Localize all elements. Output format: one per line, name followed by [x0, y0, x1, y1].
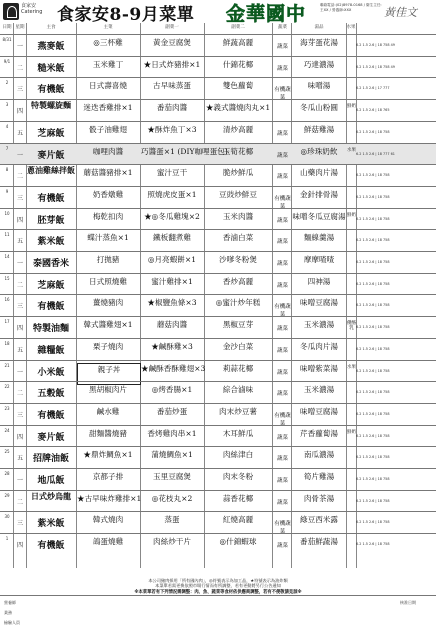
menu-row [0, 490, 436, 511]
row-weekday: 一 [16, 477, 23, 484]
row-date: 16 [4, 297, 10, 303]
row-date: 7 [5, 145, 9, 151]
row-soup: 玉米濃湯 [303, 320, 335, 330]
row-weekday: 二 [16, 281, 23, 289]
row-nutrition: 6.2 1.5 2.6 | 18 758 [356, 455, 390, 460]
col-veg: 蔬菜 [278, 25, 287, 30]
row-weekday: 三 [16, 303, 23, 311]
menu-row [0, 316, 436, 337]
row-date: 8/31 [2, 37, 12, 42]
row-dish3: 什錦花椰 [222, 59, 254, 69]
row-main-dish: 特製油麵 [32, 324, 69, 335]
menu-row [0, 338, 436, 359]
signature: 黃佳文 [384, 6, 417, 19]
menu-row [0, 143, 436, 164]
menu-row [0, 77, 436, 102]
row-nutrition: 6.2 1.5 2.6 | 18 777 61 [356, 151, 395, 156]
row-date: 14 [4, 254, 10, 259]
column-header-row [0, 23, 436, 34]
row-dish3: ★義式醬燒肉丸×1 [205, 103, 271, 113]
row-weekday: 三 [16, 86, 23, 94]
row-dish1: 栗子燒肉 [92, 341, 124, 351]
row-vegetable: 有機蔬菜 [274, 87, 291, 102]
row-vegetable: 蔬菜 [276, 130, 288, 137]
row-nutrition: 6.2 1.5 2.6 | 18 758 [356, 281, 390, 286]
row-dish3: 蒜香花椰 [222, 493, 254, 503]
signoff-label: 業務 [4, 610, 12, 615]
row-fruit: 鮮奶 [347, 212, 356, 218]
row-weekday: 五 [16, 238, 23, 246]
row-main-dish: 燕麥飯 [37, 42, 65, 52]
menu-row [0, 403, 436, 427]
row-soup: 摩摩喳喳 [303, 255, 335, 264]
menu-row [0, 468, 436, 489]
row-main-dish: 芝麻飯 [37, 280, 65, 291]
row-dish3: 肉末冬粉 [222, 472, 254, 481]
row-vegetable: 蔬菜 [276, 391, 288, 398]
row-dish1: 蘑菇醬豬排×1 [83, 168, 133, 178]
row-weekday: 四 [16, 216, 23, 224]
row-main-dish: 地瓜飯 [37, 476, 65, 486]
row-soup: 山藥肉片湯 [300, 168, 338, 178]
row-dish2: 番茄肉醬 [156, 103, 188, 113]
row-soup: 玉米濃湯 [303, 385, 335, 395]
row-dish3: 紅燒高麗 [222, 515, 254, 525]
row-dish1: ◎三杯雞 [93, 38, 123, 47]
row-soup: 冬瓜山粉圓 [300, 103, 338, 113]
row-soup: 四神湯 [307, 276, 331, 286]
footnote: ※本菜單若有下列情況需調整：肉、魚、蔬菜等食材依供應商調整，若有不便敬請見諒※ [134, 590, 302, 595]
row-main-dish: 有機飯 [37, 193, 65, 204]
row-soup: 味噌紫菜湯 [300, 363, 338, 373]
col-soup: 湯品 [314, 25, 324, 30]
row-main-dish: 麥片飯 [37, 432, 65, 443]
row-nutrition: 6.2 1.5 2.6 | 18 758 [356, 368, 390, 373]
row-soup: 味噌豆腐湯 [300, 406, 338, 416]
row-vegetable: 蔬菜 [276, 456, 288, 463]
col-main: 主食 [46, 25, 56, 30]
menu-row [0, 186, 436, 210]
row-dish1: 親子丼 [77, 363, 141, 385]
row-main-dish: 蔥油雞絲拌飯 [27, 165, 75, 176]
row-soup: 鮮菇雞湯 [303, 124, 335, 134]
row-nutrition: 6.2 1.5 2.6 | 18 758 [356, 520, 390, 525]
row-main-dish: 五穀飯 [37, 389, 65, 400]
row-soup: 肉骨茶湯 [303, 493, 335, 503]
row-date: 9 [5, 188, 9, 194]
footer-line: 本公司豬肉採用「所有國內肉」，◎符號表示為加工品，★符號表示為油炸類 [148, 578, 288, 583]
row-vegetable: 蔬菜 [276, 543, 288, 550]
row-dish1: 日式壽喜燒 [89, 81, 127, 91]
row-dish2: 蜜汁雞排×1 [151, 276, 193, 286]
row-nutrition: 6.2 1.5 2.6 | 18 765 [356, 108, 390, 113]
row-dish1: 黑胡椒肉片 [89, 385, 127, 395]
row-vegetable: 蔬菜 [276, 478, 288, 484]
row-date: 29 [4, 492, 10, 498]
row-dish1: 韓式醬雞翅×1 [83, 320, 133, 330]
row-soup: 番茄鮮蔬湯 [300, 537, 338, 547]
row-dish2: ★鹹酥雞×3 [151, 341, 193, 351]
row-date: 3 [5, 102, 9, 108]
row-dish1: ★古早味炸雞排×1 [77, 493, 142, 503]
row-dish2: 照燒虎皮蛋×1 [147, 189, 197, 199]
row-date: 15 [4, 275, 10, 281]
row-weekday: 一 [16, 260, 23, 267]
row-main-dish: 有機飯 [37, 302, 65, 313]
menu-row [0, 56, 436, 77]
col-dish3: 副菜二 [231, 25, 245, 30]
row-date: 4 [5, 123, 9, 129]
row-main-dish: 糙米飯 [37, 63, 65, 74]
row-fruit: 鮮奶 [347, 429, 356, 435]
row-fruit: 水果 [347, 147, 356, 153]
row-vegetable: 蔬菜 [276, 499, 288, 506]
row-dish2: 香烤雞肉串×1 [147, 428, 197, 438]
row-nutrition: 6.2 1.5 2.6 | 18 758 [356, 325, 390, 330]
row-dish3: 清炒高麗 [222, 124, 254, 134]
row-dish3: 脆炒鮮瓜 [222, 168, 254, 178]
row-soup: 味噌冬瓜豆腐湯 [292, 211, 346, 221]
row-dish2: ★酥炸魚丁×3 [147, 124, 197, 134]
row-fruit: 水果 [347, 364, 356, 370]
row-nutrition: 6.2 1.5 2.6 | 18 758 [356, 390, 390, 395]
row-vegetable: 蔬菜 [276, 152, 288, 159]
row-fruit: 優酪乳 [347, 321, 356, 332]
menu-row [0, 533, 436, 554]
menu-row [0, 381, 436, 402]
row-dish2: ◎花枝丸×2 [151, 493, 193, 503]
row-nutrition: 6.2 1.5 2.6 | 18 758 [356, 216, 390, 221]
row-weekday: 四 [16, 542, 23, 550]
row-dish1: 韓式燒肉 [92, 515, 124, 525]
col-dish2: 副菜一 [165, 25, 179, 30]
row-vegetable: 蔬菜 [276, 239, 288, 246]
row-dish3: 雙色蘿蔔 [222, 81, 254, 91]
row-weekday: 一 [16, 43, 23, 50]
row-weekday: 二 [16, 173, 23, 181]
row-vegetable: 蔬菜 [276, 44, 288, 50]
row-nutrition: 6.2 1.5 2.6 | 18 758 [356, 346, 390, 351]
row-vegetable: 有機蔬菜 [274, 195, 291, 210]
footer-notes [0, 578, 436, 588]
row-dish3: 鮮蔬高麗 [222, 38, 254, 47]
row-vegetable: 有機蔬菜 [274, 304, 291, 319]
row-main-dish: 有機飯 [37, 541, 65, 552]
row-weekday: 二 [16, 498, 23, 506]
school-name: 金華國中 [226, 3, 307, 25]
row-soup: 巧達濃湯 [303, 59, 335, 69]
row-weekday: 四 [16, 433, 23, 441]
menu-row [0, 360, 436, 381]
row-dish3: ◎蜜汁炒年糕 [215, 298, 261, 308]
menu-row [0, 425, 436, 446]
row-dish1: 打拋豬 [96, 255, 120, 264]
row-dish1: 鹹水雞 [96, 406, 120, 416]
row-dish2: 番茄炒蛋 [156, 406, 188, 416]
row-dish2: 古早味蒸蛋 [153, 81, 191, 91]
row-main-dish: 泰國香米 [32, 259, 69, 269]
row-dish3: 香炒高麗 [222, 276, 254, 286]
row-soup: 南瓜濃湯 [303, 450, 335, 460]
row-main-dish: 芝麻飯 [37, 128, 65, 139]
row-dish2: ★椒鹽魚條×3 [147, 298, 197, 308]
row-vegetable: 蔬菜 [276, 174, 288, 181]
row-nutrition: 6.2 1.5 2.6 | 18 758 [356, 173, 390, 178]
row-vegetable: 蔬菜 [276, 347, 288, 354]
row-vegetable: 蔬菜 [276, 217, 288, 224]
col-date: 日期 [2, 25, 12, 30]
row-date: 9/1 [3, 58, 11, 64]
row-nutrition: 6.2 1.5 2.6 | 18 758 49 [356, 64, 395, 69]
row-dish1: 梅乾扣肉 [92, 211, 124, 221]
menu-title: 食家安8-9月菜單 [57, 5, 195, 25]
row-date: 10 [4, 210, 10, 216]
row-dish2: ◎月亮蝦餅×1 [147, 255, 197, 264]
menu-row [0, 294, 436, 319]
row-dish1: 京都子排 [92, 472, 124, 481]
row-nutrition: 6.2 1.5 2.6 | 18 758 [356, 129, 390, 134]
row-date: 21 [4, 362, 10, 368]
row-soup: 海芽蛋花湯 [300, 38, 338, 47]
row-soup: 味噌湯 [307, 81, 331, 91]
row-nutrition: 6.2 1.5 2.6 | 18 758 [356, 477, 390, 481]
row-soup: 筍片雞湯 [303, 472, 335, 481]
row-dish1: 迷迭香雞排×1 [83, 103, 133, 113]
row-main-dish: 有機飯 [37, 410, 65, 421]
row-dish3: 玉米肉醬 [222, 211, 254, 221]
row-soup: 味噌豆腐湯 [300, 298, 338, 308]
row-weekday: 四 [16, 108, 23, 116]
row-nutrition: 6.2 1.5 2.6 | 18 758 [356, 411, 390, 416]
col-fruit: 水果 [346, 25, 356, 30]
row-dish2: 鐵板翻煮雞 [153, 233, 191, 243]
row-dish1: 鴿蛋燒雞 [92, 537, 124, 547]
row-main-dish: 日式炒烏龍 [31, 490, 71, 501]
row-dish1: 甜麵醬燒豬 [89, 428, 127, 438]
row-nutrition: 6.2 1.5 2.6 | 18 758 [356, 303, 390, 308]
row-dish2: ★鹹酥香酥雞翅×3 [141, 363, 206, 373]
row-nutrition: 6.2 1.5 2.6 | 18 758 [356, 498, 390, 503]
row-date: 18 [4, 340, 10, 346]
col-dish1: 主菜 [103, 25, 113, 30]
row-nutrition: 6.2 1.5 2.6 | 18 758 [356, 542, 390, 547]
row-main-dish: 紫米飯 [37, 237, 65, 248]
row-dish1: ★鼎炸鯛魚×1 [83, 450, 133, 460]
row-date: 28 [4, 471, 10, 476]
menu-row [0, 251, 436, 272]
row-vegetable: 蔬菜 [276, 261, 288, 267]
row-dish3: 豆豉炒鮮豆 [219, 189, 257, 199]
row-dish3: 肉末炒豆薯 [219, 406, 257, 416]
menu-row [0, 446, 436, 467]
row-nutrition: 6.2 1.5 2.6 | 18 758 [356, 260, 390, 264]
row-dish3: 金沙白菜 [222, 341, 254, 351]
signoff-date-label: 核准日期 [400, 600, 416, 605]
row-vegetable: 蔬菜 [276, 65, 288, 72]
row-dish2: 肉絲炒干片 [153, 537, 191, 547]
row-main-dish: 招牌油飯 [32, 454, 69, 465]
row-weekday: 三 [16, 194, 23, 202]
row-dish3: 木耳鮮瓜 [222, 428, 254, 438]
row-date: 22 [4, 384, 10, 390]
row-main-dish: 紫米飯 [37, 519, 65, 530]
menu-row [0, 164, 436, 185]
row-main-dish: 雜糧飯 [37, 345, 65, 356]
contact-info: 聯絡電話:(02)8978-0168 / 衛生主任:王XX / 營養師:XXX [320, 3, 382, 12]
menu-row [0, 273, 436, 294]
row-dish1: 咖哩肉醬 [92, 146, 124, 156]
row-vegetable: 有機蔬菜 [274, 412, 291, 427]
row-vegetable: 蔬菜 [276, 434, 288, 441]
row-main-dish: 胚芽飯 [37, 215, 65, 226]
row-weekday: 二 [16, 390, 23, 398]
row-nutrition: 6.2 1.5 2.6 | 18 758 [356, 433, 390, 438]
row-dish2: 巧醬蛋×1 (DIY咖哩蛋包) [141, 146, 228, 156]
row-dish2: ★日式炸豬排×1 [143, 59, 201, 69]
row-vegetable: 蔬菜 [276, 369, 288, 376]
menu-row [0, 34, 436, 55]
row-soup: 冬瓜肉片湯 [300, 341, 338, 351]
row-date: 23 [4, 405, 10, 411]
row-dish2: 蒸蛋 [164, 515, 180, 525]
row-main-dish: 有機飯 [37, 85, 65, 96]
row-date: 30 [4, 514, 10, 520]
row-dish3: 綜合滷味 [222, 385, 254, 395]
row-dish1: 奶香燉雞 [92, 189, 124, 199]
row-weekday: 五 [16, 129, 23, 137]
row-weekday: 四 [16, 325, 23, 333]
brand-name: 食家安 Catering [21, 3, 43, 15]
row-soup: 金針排骨湯 [300, 189, 338, 199]
menu-row [0, 121, 436, 142]
row-dish3: ◎什錦蝦球 [219, 537, 257, 547]
row-dish1: 蝶汁蒸魚×1 [87, 233, 129, 243]
row-weekday: 二 [16, 64, 23, 72]
row-dish2: 蜜汁豆干 [156, 168, 188, 178]
row-dish2: 蘑菇肉醬 [156, 320, 188, 330]
row-nutrition: 6.2 1.5 2.6 | 17 777 [356, 86, 390, 91]
row-soup: 綠豆西米露 [300, 515, 338, 525]
menu-row [0, 208, 436, 229]
row-soup: 麵線羹湯 [303, 233, 335, 243]
row-dish3: 黑椒豆芽 [222, 320, 254, 330]
menu-row [0, 511, 436, 536]
row-date: 24 [4, 427, 10, 433]
row-date: 17 [4, 319, 10, 325]
row-dish1: 日式照燒雞 [89, 276, 127, 286]
signoff-label: 檢驗人員 [4, 620, 20, 625]
row-main-dish: 特製螺旋麵 [31, 100, 71, 111]
row-main-dish: 麥片飯 [37, 150, 65, 161]
row-soup: 芹香蘿蔔湯 [300, 428, 338, 438]
row-dish3: 沙嗲冬粉煲 [219, 255, 257, 264]
row-dish3: 玉筍花椰 [222, 146, 254, 156]
row-nutrition: 6.2 1.5 2.6 | 18 758 [356, 238, 390, 243]
signoff-label: 營養師 [4, 600, 16, 605]
row-dish1: 玉米雞丁 [92, 59, 124, 69]
col-weekday: 星期 [15, 25, 25, 30]
row-weekday: 一 [16, 368, 23, 376]
row-fruit [347, 538, 356, 558]
row-dish2: 玉里豆腐煲 [153, 472, 191, 481]
footer-line: 本菜單若需更換依照市場行情而有所調整，若有更動將另行公告通知 [155, 583, 281, 588]
row-weekday: 三 [16, 411, 23, 419]
row-weekday: 三 [16, 520, 23, 528]
row-nutrition: 6.2 1.5 2.6 | 18 758 [356, 194, 390, 199]
row-date: 25 [4, 449, 10, 455]
row-nutrition: 6.2 1.5 2.6 | 18 758 49 [356, 43, 395, 47]
company-logo-icon [3, 3, 19, 20]
row-dish3: 莉蒜花椰 [222, 363, 254, 373]
row-date: 2 [5, 80, 9, 86]
row-weekday: 五 [16, 455, 23, 463]
row-vegetable: 有機蔬菜 [274, 521, 291, 536]
row-weekday: 一 [16, 151, 23, 159]
row-vegetable: 蔬菜 [276, 326, 288, 333]
row-main-dish: 小米飯 [37, 367, 65, 378]
row-dish2: ◎烤香腸×1 [151, 385, 193, 395]
row-date: 8 [5, 167, 9, 173]
menu-row [0, 229, 436, 250]
row-weekday: 五 [16, 346, 23, 354]
row-dish1: 骰子油雞翅 [89, 124, 127, 134]
row-dish3: 香滷白菜 [222, 233, 254, 243]
row-fruit: 鮮奶 [347, 104, 356, 110]
row-date: 1 [5, 536, 9, 542]
row-soup: ◎珍珠奶飲 [300, 146, 338, 156]
row-dish1: 薑燒豬肉 [92, 298, 124, 308]
row-dish3: 肉絲津白 [222, 450, 254, 460]
row-dish2: 黃金豆腐煲 [153, 38, 191, 47]
menu-row [0, 99, 436, 120]
row-date: 11 [4, 232, 10, 238]
signoff-section [0, 595, 436, 630]
row-dish2: ★◎冬瓜雞塊×2 [144, 211, 200, 221]
row-vegetable: 蔬菜 [276, 282, 288, 289]
row-dish2: 蒲燒鯛魚×1 [151, 450, 193, 460]
